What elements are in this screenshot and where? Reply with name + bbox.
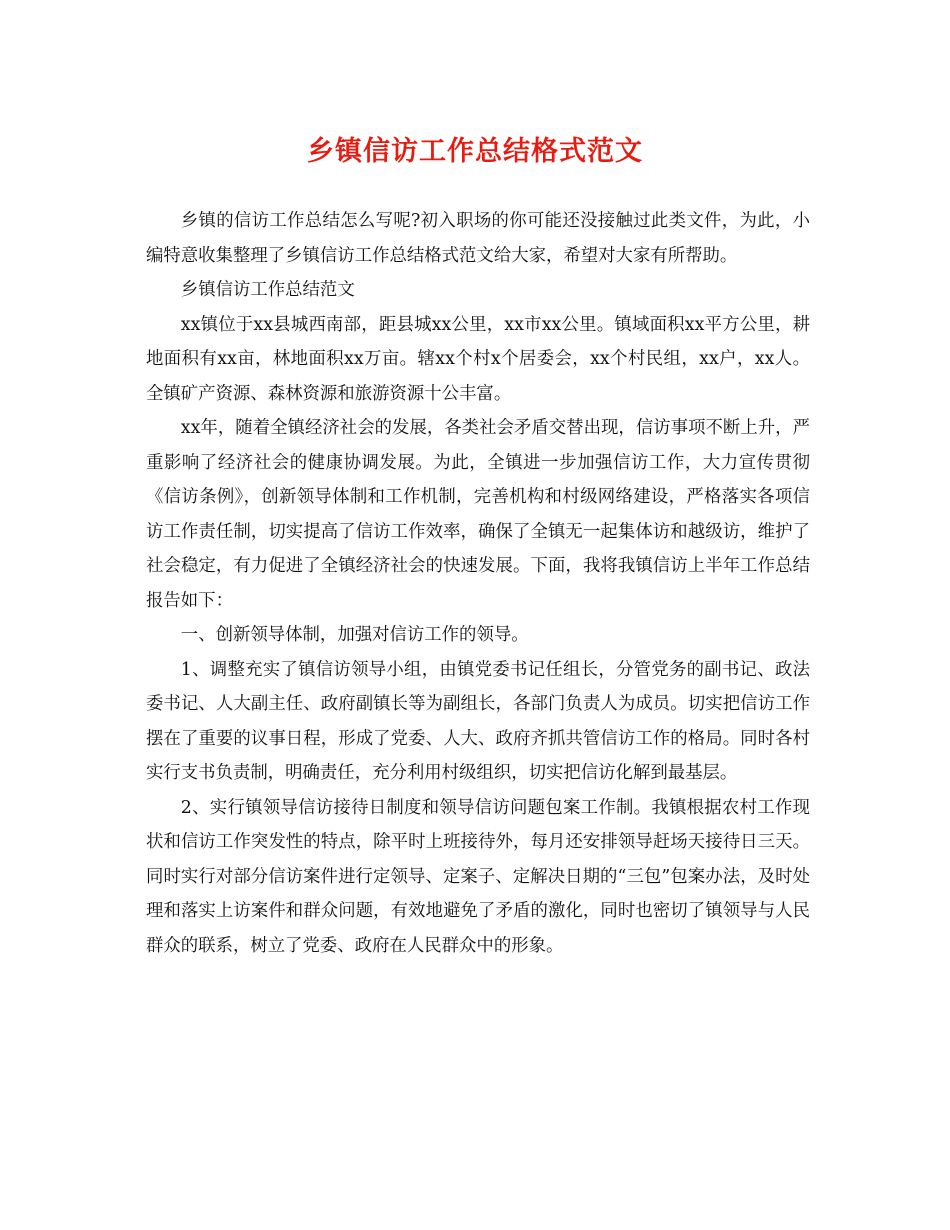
section-heading-1: 一、创新领导体制，加强对信访工作的领导。 <box>180 625 529 645</box>
paragraph-subtitle: 乡镇信访工作总结范文 <box>180 280 355 300</box>
paragraph-item-1: 1、调整充实了镇信访领导小组，由镇党委书记任组长，分管党务的副书记、政法委书记、人大副主任、政府副镇长等为副组长，各部门负责人为成员。切实把信访工作摆在了重要的议事日程，形成了党委、人大、政府齐抓共管信访工作的格局。同时各村实行支书负责制，明确责任，充分利用村级组织，切实把信访化解到最基层。 <box>146 659 810 783</box>
document-title: 乡镇信访工作总结格式范文 <box>307 136 643 167</box>
document-body <box>146 204 810 963</box>
paragraph-town-overview: xx镇位于xx县城西南部，距县城xx公里，xx市xx公里。镇域面积xx平方公里，耕地面积有xx亩，林地面积xx万亩。辖xx个村x个居委会，xx个村民组，xx户，xx人。全镇矿产资源、森林资源和旅游资源十公丰富。 <box>146 314 810 404</box>
paragraph-item-2: 2、实行镇领导信访接待日制度和领导信访问题包案工作制。我镇根据农村工作现状和信访工作突发性的特点，除平时上班接待外，每月还安排领导赶场天接待日三天。同时实行对部分信访案件进行定领导、定案子、定解决日期的“三包”包案办法，及时处理和落实上访案件和群众问题，有效地避免了矛盾的激化，同时也密切了镇领导与人民群众的联系，树立了党委、政府在人民群众中的形象。 <box>146 797 810 956</box>
paragraph-intro: 乡镇的信访工作总结怎么写呢?初入职场的你可能还没接触过此类文件，为此，小编特意收集整理了乡镇信访工作总结格式范文给大家，希望对大家有所帮助。 <box>146 211 810 266</box>
paragraph-background: xx年，随着全镇经济社会的发展，各类社会矛盾交替出现，信访事项不断上升，严重影响了经济社会的健康协调发展。为此，全镇进一步加强信访工作，大力宣传贯彻《信访条例》，创新领导体制和工作机制，完善机构和村级网络建设，严格落实各项信访工作责任制，切实提高了信访工作效率，确保了全镇无一起集体访和越级访，维护了社会稳定，有力促进了全镇经济社会的快速发展。下面，我将我镇信访上半年工作总结报告如下： <box>146 418 810 611</box>
